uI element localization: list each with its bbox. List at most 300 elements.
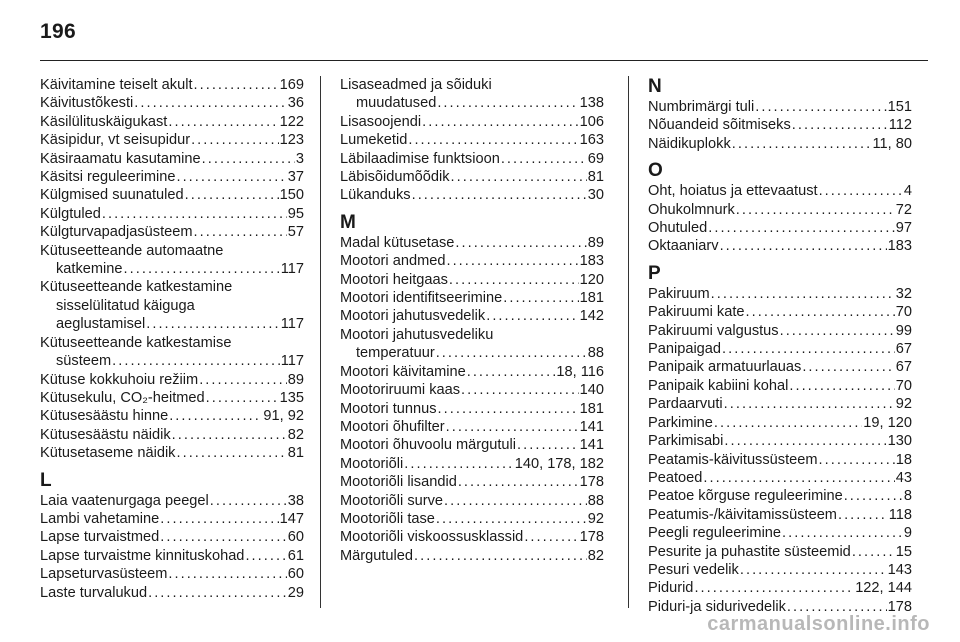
index-entry-pages: 178 [887, 598, 912, 615]
index-entry [40, 371, 304, 389]
dot-leader [819, 451, 895, 469]
index-entry-pages: 138 [579, 95, 604, 112]
index-entry [648, 201, 912, 219]
dot-leader [245, 547, 286, 565]
dot-leader [720, 237, 887, 255]
index-group [648, 160, 912, 256]
dot-leader [436, 510, 587, 528]
index-entry-text: Külgmised suunatuled [40, 187, 184, 204]
dot-leader [838, 506, 888, 524]
dot-leader [724, 432, 886, 450]
index-entry [40, 565, 304, 583]
index-entry-pages: 117 [280, 353, 304, 370]
index-entry [648, 358, 912, 376]
index-entry [648, 237, 912, 255]
index-entry [340, 363, 604, 381]
index-entry-text: Kütusesäästu näidik [40, 426, 171, 443]
dot-leader [517, 436, 579, 454]
dot-leader [792, 116, 888, 134]
index-entry [40, 168, 304, 186]
index-entry-text: Lapse turvaistmed [40, 529, 160, 546]
index-entry-text: Peatoe kõrguse reguleerimine [648, 488, 843, 505]
index-group [40, 76, 304, 463]
index-entry-pages: 69 [587, 150, 604, 167]
dot-leader [199, 371, 287, 389]
index-entry [40, 510, 304, 528]
index-entry-pages: 130 [887, 433, 912, 450]
index-entry-pages: 91, 92 [263, 408, 304, 425]
index-entry-pages: 142 [579, 308, 604, 325]
index-entry-pages: 92 [895, 396, 912, 413]
dot-leader [486, 307, 578, 325]
index-entry-text: Märgutuled [340, 547, 414, 564]
index-entry [40, 94, 304, 112]
index-entry-text: Kütusesäästu hinne [40, 408, 169, 425]
index-entry-pages: 29 [287, 584, 304, 601]
index-entry [648, 395, 912, 413]
index-entry-pages: 37 [287, 169, 304, 186]
index-entry-pages: 150 [279, 187, 304, 204]
index-entry-text: Läbilaadimise funktsioon [340, 150, 500, 167]
index-entry [340, 252, 604, 270]
index-entry-text: aeglustamisel [56, 316, 146, 333]
index-entry-text: Mootori identifitseerimine [340, 290, 503, 307]
dot-leader [436, 344, 587, 362]
index-entry-text: Külgturvapadjasüsteem [40, 224, 193, 241]
index-entry-text: Lükanduks [340, 187, 411, 204]
index-entry-pages: 82 [287, 426, 304, 443]
index-entry-text: muudatused [356, 95, 437, 112]
dot-leader [437, 94, 578, 112]
index-entry-text: Pidurid [648, 580, 694, 597]
index-entry [40, 389, 304, 407]
index-entry-text: Ohukolmnurk [648, 201, 735, 218]
index-entry-pages: 32 [895, 285, 912, 302]
index-entry-pages: 92 [587, 510, 604, 527]
index-entry-pages: 147 [279, 510, 304, 527]
index-entry [648, 285, 912, 303]
index-entry-pages: 99 [895, 322, 912, 339]
index-entry-text: Käsilülituskäigukast [40, 113, 168, 130]
index-entry-pages: 18, 116 [556, 363, 604, 380]
index-entry [648, 414, 912, 432]
index-entry-pages: 112 [888, 117, 912, 134]
index-entry [340, 234, 604, 252]
index-entry-pages: 140, 178, 182 [514, 455, 604, 472]
index-entry-pages: 143 [887, 561, 912, 578]
index-entry-pages: 135 [279, 389, 304, 406]
index-entry [648, 303, 912, 321]
index-entry-text: Nõuandeid sõitmiseks [648, 117, 791, 134]
index-entry-text: Käivitamine teiselt akult [40, 77, 193, 93]
dot-leader [168, 565, 286, 583]
index-entry-pages: 8 [903, 488, 912, 505]
index-group [648, 76, 912, 153]
index-entry [40, 407, 304, 425]
index-entry-text: Pakiruumi kate [648, 304, 745, 321]
index-entry-text: Mootoriruumi kaas [340, 382, 461, 399]
dot-leader [146, 315, 280, 333]
dot-leader [102, 205, 287, 223]
index-entry [40, 223, 304, 241]
dot-leader [148, 584, 287, 602]
index-entry-text: Lisaseadmed ja sõiduki [340, 77, 492, 93]
dot-leader [112, 352, 280, 370]
dot-leader [755, 98, 886, 116]
index-entry [648, 135, 912, 153]
dot-leader [210, 492, 287, 510]
dot-leader [168, 113, 278, 131]
index-entry-text: Panipaik kabiini kohal [648, 377, 789, 394]
index-entry [40, 492, 304, 510]
index-entry-text: Mootoriõli surve [340, 492, 444, 509]
index-entry-text: Mootoriõli viskoossusklassid [340, 529, 524, 546]
index-entry-text: Peatoed [648, 469, 703, 486]
index-entry [648, 219, 912, 237]
index-entry-text: Käsipidur, vt seisupidur [40, 132, 191, 149]
index-entry [648, 487, 912, 505]
dot-leader [711, 285, 895, 303]
index-entry-text: süsteem [56, 353, 112, 370]
index-entry-pages: 97 [895, 220, 912, 237]
index-entry-text: Käsiraamatu kasutamine [40, 150, 201, 167]
index-entry-pages: 151 [887, 99, 912, 115]
index-entry-text: Mootori heitgaas [340, 271, 448, 288]
index-group [648, 263, 912, 616]
column-divider [628, 76, 629, 608]
index-entry-pages: 36 [287, 95, 304, 112]
index-entry-pages: 57 [287, 224, 304, 241]
index-entry-pages: 169 [279, 77, 304, 93]
index-entry-pages: 181 [579, 400, 604, 417]
index-entry-pages: 3 [295, 150, 304, 167]
index-entry [648, 469, 912, 487]
index-entry-pages: 140 [579, 382, 604, 399]
index-entry-pages: 18 [895, 451, 912, 468]
index-entry-text: Lisasoojendi [340, 113, 422, 130]
index-column-3 [648, 76, 912, 616]
dot-leader [124, 260, 280, 278]
index-entry-pages: 15 [895, 543, 912, 560]
index-entry [648, 561, 912, 579]
index-entry-pages: 163 [579, 132, 604, 149]
index-entry-pages: 178 [579, 529, 604, 546]
index-entry-pages: 120 [579, 271, 604, 288]
dot-leader [160, 528, 287, 546]
page-number: 196 [40, 20, 76, 43]
index-entry-pages: 89 [587, 234, 604, 251]
index-entry-text: Mootoriõli tase [340, 510, 435, 527]
index-entry [340, 547, 604, 565]
index-entry-text: Laste turvalukud [40, 584, 148, 601]
dot-leader [412, 186, 587, 204]
index-letter-heading: L [40, 469, 52, 491]
index-entry [40, 113, 304, 131]
index-entry-pages: 117 [280, 316, 304, 333]
index-entry-text: Kütusekulu, CO₂-heitmed [40, 389, 205, 406]
index-entry-text: Oktaaniarv [648, 238, 719, 255]
index-entry-text: Mootori tunnus [340, 400, 437, 417]
index-entry-pages: 81 [587, 169, 604, 186]
index-entry-pages: 95 [287, 205, 304, 222]
dot-leader [708, 219, 895, 237]
index-entry-pages: 88 [587, 492, 604, 509]
index-entry-text: Kütusetaseme näidik [40, 445, 176, 462]
index-entry-text: Mootori käivitamine [340, 363, 466, 380]
index-entry-pages: 72 [895, 201, 912, 218]
index-entry-pages: 70 [895, 377, 912, 394]
dot-leader [176, 168, 286, 186]
index-entry-text: Panipaigad [648, 341, 722, 358]
dot-leader [185, 186, 279, 204]
index-entry [648, 322, 912, 340]
index-entry [340, 326, 604, 363]
dot-leader [206, 389, 279, 407]
index-entry [40, 444, 304, 462]
index-entry-text: Pakiruum [648, 285, 710, 302]
index-entry-text: Kütuse kokkuhoiu režiim [40, 371, 199, 388]
dot-leader [714, 414, 862, 432]
index-entry-text: Kütuseetteande automaatne [40, 242, 224, 259]
index-entry-pages: 81 [287, 445, 304, 462]
watermark: carmanualsonline.info [707, 613, 930, 635]
index-entry-text: Kütuseetteande katkestamise [40, 334, 232, 351]
index-entry-pages: 61 [287, 547, 304, 564]
index-entry [340, 455, 604, 473]
index-group [340, 212, 604, 565]
index-column-2 [340, 76, 604, 565]
index-entry-text: Külgtuled [40, 205, 101, 222]
index-group [40, 470, 304, 602]
index-entry [40, 278, 304, 333]
index-entry-text: Lapse turvaistme kinnituskohad [40, 547, 245, 564]
index-entry [40, 76, 304, 94]
index-entry-text: Mootori õhuvoolu märgutuli [340, 437, 517, 454]
index-entry [648, 451, 912, 469]
index-entry-text: Numbrimärgi tuli [648, 99, 755, 115]
index-entry-text: Mootori õhufilter [340, 418, 445, 435]
index-entry [648, 340, 912, 358]
index-entry-pages: 183 [579, 253, 604, 270]
index-entry [340, 131, 604, 149]
dot-leader [176, 444, 286, 462]
index-entry-text: Käivitustõkesti [40, 95, 134, 112]
index-entry [648, 432, 912, 450]
index-group [340, 76, 604, 205]
dot-leader [802, 358, 894, 376]
index-entry [340, 400, 604, 418]
index-entry-pages: 19, 120 [863, 414, 912, 431]
dot-leader [446, 418, 579, 436]
index-entry-pages: 30 [587, 187, 604, 204]
index-entry [40, 131, 304, 149]
index-entry [40, 334, 304, 371]
index-entry [648, 98, 912, 116]
index-entry-pages: 122, 144 [855, 580, 912, 597]
dot-leader [501, 150, 587, 168]
index-entry-text: katkemine [56, 261, 123, 278]
index-entry-text: Piduri-ja sidurivedelik [648, 598, 786, 615]
index-entry [648, 524, 912, 542]
index-entry [340, 473, 604, 491]
dot-leader [724, 395, 895, 413]
index-entry-text: Laia vaatenurgaga peegel [40, 492, 209, 509]
index-column-1 [40, 76, 304, 602]
index-entry-text: Käsitsi reguleerimine [40, 169, 176, 186]
index-entry-text: Peegli reguleerimine [648, 525, 782, 542]
index-entry-text: Oht, hoiatus ja ettevaatust [648, 183, 818, 200]
index-entry-pages: 88 [587, 345, 604, 362]
index-letter-heading: N [648, 76, 662, 97]
index-entry-text: Ohutuled [648, 220, 708, 237]
index-entry-text: temperatuur [356, 345, 435, 362]
index-entry [648, 377, 912, 395]
index-entry [340, 381, 604, 399]
dot-leader [404, 455, 513, 473]
index-entry-text: Mootori andmed [340, 253, 446, 270]
index-entry [40, 242, 304, 279]
index-entry [340, 186, 604, 204]
dot-leader [789, 377, 894, 395]
dot-leader [844, 487, 903, 505]
index-entry [340, 289, 604, 307]
index-entry-text: Kütuseetteande katkestamine [40, 279, 233, 296]
index-letter-heading: O [648, 160, 663, 182]
index-letter-heading: P [648, 262, 661, 284]
index-entry [648, 182, 912, 200]
dot-leader [524, 528, 578, 546]
dot-leader [740, 561, 887, 579]
index-entry-text: Peatamis-käivitussüsteem [648, 451, 818, 468]
dot-leader [732, 135, 872, 153]
index-entry-pages: 11, 80 [872, 135, 912, 152]
dot-leader [446, 252, 578, 270]
dot-leader [451, 168, 587, 186]
dot-leader [455, 234, 586, 252]
index-entry [340, 168, 604, 186]
index-entry-pages: 117 [280, 261, 304, 278]
index-entry-pages: 183 [887, 238, 912, 255]
dot-leader [467, 363, 556, 381]
dot-leader [722, 340, 895, 358]
index-entry [648, 543, 912, 561]
dot-leader [782, 524, 903, 542]
dot-leader [414, 547, 587, 565]
index-entry-text: Pesuri vedelik [648, 561, 739, 578]
dot-leader [819, 182, 903, 200]
index-entry [340, 436, 604, 454]
index-entry-pages: 67 [895, 359, 912, 376]
dot-leader [703, 469, 894, 487]
index-entry-text: Läbisõidumõõdik [340, 169, 450, 186]
dot-leader [503, 289, 578, 307]
dot-leader [194, 223, 287, 241]
index-entry-text: Lapseturvasüsteem [40, 566, 168, 583]
index-entry-text: Näidikuplokk [648, 135, 731, 152]
index-entry [340, 76, 604, 113]
index-entry [40, 150, 304, 168]
dot-leader [191, 131, 279, 149]
index-entry-pages: 122 [279, 113, 304, 130]
dot-leader [736, 201, 895, 219]
index-entry-text: Pakiruumi valgustus [648, 322, 779, 339]
index-letter-heading: M [340, 211, 356, 233]
dot-leader [746, 303, 895, 321]
dot-leader [438, 400, 579, 418]
index-entry-text: Mootoriõli [340, 455, 404, 472]
index-entry [40, 547, 304, 565]
index-entry-pages: 106 [579, 113, 604, 130]
dot-leader [461, 381, 579, 399]
dot-leader [422, 113, 579, 131]
index-entry-text: Parkimine [648, 414, 713, 431]
index-entry-text: sisselülitatud käiguga [56, 297, 195, 314]
header-rule [40, 60, 928, 61]
index-entry-pages: 43 [895, 469, 912, 486]
index-entry [40, 426, 304, 444]
index-entry-text: Lambi vahetamine [40, 510, 160, 527]
index-entry [648, 579, 912, 597]
index-entry-pages: 70 [895, 304, 912, 321]
index-entry-pages: 82 [587, 547, 604, 564]
index-entry [40, 186, 304, 204]
column-divider [320, 76, 321, 608]
index-entry-text: Peatumis-/käivitamissüsteem [648, 506, 837, 523]
index-entry-pages: 4 [903, 183, 912, 200]
dot-leader [449, 271, 579, 289]
dot-leader [172, 426, 287, 444]
index-entry-pages: 178 [579, 474, 604, 491]
index-entry [340, 492, 604, 510]
index-entry-text: Lumeketid [340, 132, 408, 149]
index-entry [648, 116, 912, 134]
index-entry-text: Parkimisabi [648, 433, 724, 450]
dot-leader [458, 473, 579, 491]
index-entry-pages: 141 [579, 418, 604, 435]
index-entry-pages: 141 [579, 437, 604, 454]
index-entry [340, 113, 604, 131]
index-entry-pages: 60 [287, 529, 304, 546]
dot-leader [202, 150, 295, 168]
index-entry-pages: 181 [579, 290, 604, 307]
dot-leader [852, 543, 895, 561]
dot-leader [134, 94, 286, 112]
dot-leader [780, 322, 895, 340]
index-entry-text: Pardaarvuti [648, 396, 723, 413]
index-entry [340, 418, 604, 436]
index-entry-text: Panipaik armatuurlauas [648, 359, 802, 376]
index-entry-pages: 67 [895, 341, 912, 358]
index-entry-pages: 60 [287, 566, 304, 583]
dot-leader [408, 131, 578, 149]
index-entry-text: Mootoriõli lisandid [340, 474, 457, 491]
dot-leader [694, 579, 854, 597]
dot-leader [169, 407, 262, 425]
index-entry-pages: 123 [279, 132, 304, 149]
index-entry-text: Pesurite ja puhastite süsteemid [648, 543, 851, 560]
index-entry-pages: 118 [888, 506, 912, 523]
index-entry [340, 510, 604, 528]
index-entry [40, 584, 304, 602]
index-entry [40, 528, 304, 546]
index-entry-text: Mootori jahutusvedeliku [340, 326, 494, 343]
index-entry [40, 205, 304, 223]
dot-leader [444, 492, 587, 510]
index-entry [648, 506, 912, 524]
index-entry-pages: 89 [287, 371, 304, 388]
index-entry-text: Mootori jahutusvedelik [340, 308, 486, 325]
index-entry-text: Madal kütusetase [340, 234, 455, 251]
